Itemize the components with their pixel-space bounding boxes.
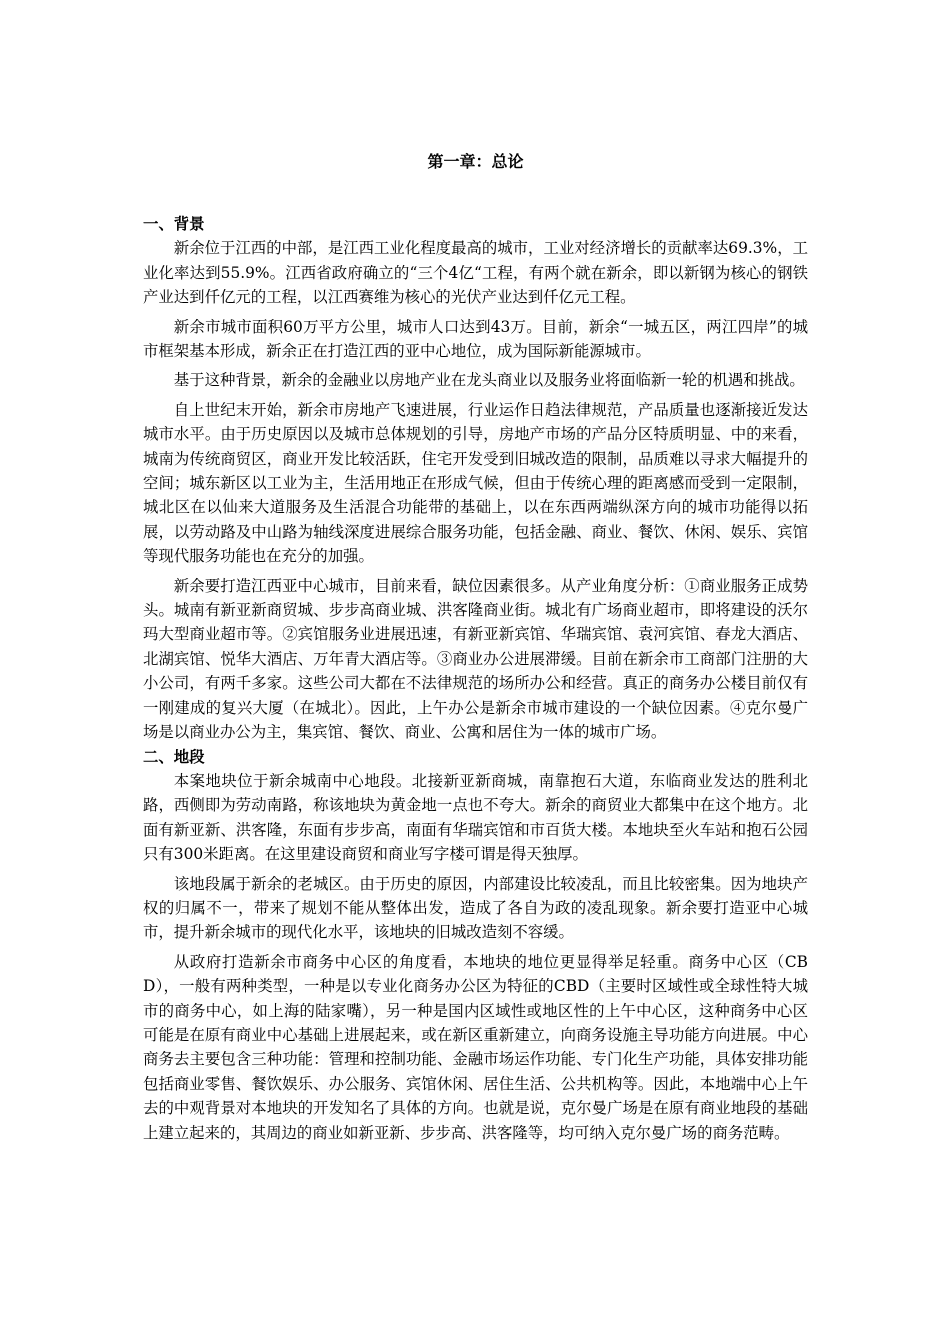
document-page xyxy=(143,150,808,1150)
paragraph: 从政府打造新余市商务中心区的角度看，本地块的地位更显得举足轻重。商务中心区（CBD），一般有两种类型，一种是以专业化商务办公区为特征的CBD（主要时区域性或全球性特大城市的商务中心，如上海的陆家嘴），另一种是国内区域性或地区性的上午中心区，这种商务中心区可能是在原有商业中心基础上进展起来，或在新区重新建立，向商务设施主导功能方向进展。中心商务去主要包含三种功能：管理和控制功能、金融市场运作功能、专门化生产功能，具体安排功能包括商业零售、餐饮娱乐、办公服务、宾馆休闲、居住生活、公共机构等。因此，本地端中心上午去的中观背景对本地块的开发知名了具体的方向。也就是说，克尔曼广场是在原有商业地段的基础上建立起来的，其周边的商业如新亚新、步步高、洪客隆等，均可纳入克尔曼广场的商务范畴。 xyxy=(143,952,808,1142)
paragraph: 新余位于江西的中部，是江西工业化程度最高的城市，工业对经济增长的贡献率达69.3%，工业化率达到55.9%。江西省政府确立的“三个4亿“工程，有两个就在新余，即以新钢为核心的钢铁产业达到仟亿元的工程，以江西赛维为核心的光伏产业达到仟亿元工程。 xyxy=(143,239,808,307)
section-heading: 二、地段 xyxy=(143,747,205,766)
section-heading: 一、背景 xyxy=(143,215,205,233)
paragraph: 该地段属于新余的老城区。由于历史的原因，内部建设比较凌乱，而且比较密集。因为地块产权的归属不一，带来了规划不能从整体出发，造成了各自为政的凌乱现象。新余要打造亚中心城市，提升新余城市的现代化水平，该地块的旧城改造刻不容缓。 xyxy=(143,874,808,942)
section-location xyxy=(143,745,808,1145)
paragraph: 新余要打造江西亚中心城市，目前来看，缺位因素很多。从产业角度分析：①商业服务正成势头。城南有新亚新商贸城、步步高商业城、洪客隆商业街。城北有广场商业超市，即将建设的沃尔玛大型商业超市等。②宾馆服务业进展迅速，有新亚新宾馆、华瑞宾馆、袁河宾馆、春龙大酒店、北湖宾馆、悦华大酒店、万年青大酒店等。③商业办公进展滞缓。目前在新余市工商部门注册的大小公司，有两千多家。这些公司大都在不法律规范的场所办公和经营。真正的商务办公楼目前仅有一刚建成的复兴大厦（在城北）。因此，上午办公是新余市城市建设的一个缺位因素。④克尔曼广场是以商业办公为主，集宾馆、餐饮、商业、公寓和居住为一体的城市广场。 xyxy=(143,576,808,742)
paragraph: 自上世纪末开始，新余市房地产飞速进展，行业运作日趋法律规范，产品质量也逐渐接近发达城市水平。由于历史原因以及城市总体规划的引导，房地产市场的产品分区特质明显、中的来看，城南为传统商贸区，商业开发比较活跃，住宅开发受到旧城改造的限制，品质难以寻求大幅提升的空间；城东新区以工业为主，生活用地正在形成气候，但由于传统心理的距离感而受到一定限制，城北区在以仙来大道服务及生活混合功能带的基础上，以在东西两端纵深方向的城市功能得以拓展，以劳动路及中山路为轴线深度进展综合服务功能，包括金融、商业、餐饮、休闲、娱乐、宾馆等现代服务功能也在充分的加强。 xyxy=(143,400,808,566)
paragraph: 新余市城市面积60万平方公里，城市人口达到43万。目前，新余“一城五区，两江四岸”的城市框架基本形成，新余正在打造江西的亚中心地位，成为国际新能源城市。 xyxy=(143,317,808,361)
chapter-title: 第一章：总论 xyxy=(427,152,524,171)
section-background xyxy=(143,212,808,745)
paragraph: 基于这种背景，新余的金融业以房地产业在龙头商业以及服务业将面临新一轮的机遇和挑战。 xyxy=(173,371,805,390)
paragraph: 本案地块位于新余城南中心地段。北接新亚新商城，南靠抱石大道，东临商业发达的胜利北路，西侧即为劳动南路，称该地块为黄金地一点也不夸大。新余的商贸业大都集中在这个地方。北面有新亚新、洪客隆，东面有步步高，南面有华瑞宾馆和市百货大楼。本地块至火车站和抱石公园只有300米距离。在这里建设商贸和商业写字楼可谓是得天独厚。 xyxy=(143,771,808,864)
